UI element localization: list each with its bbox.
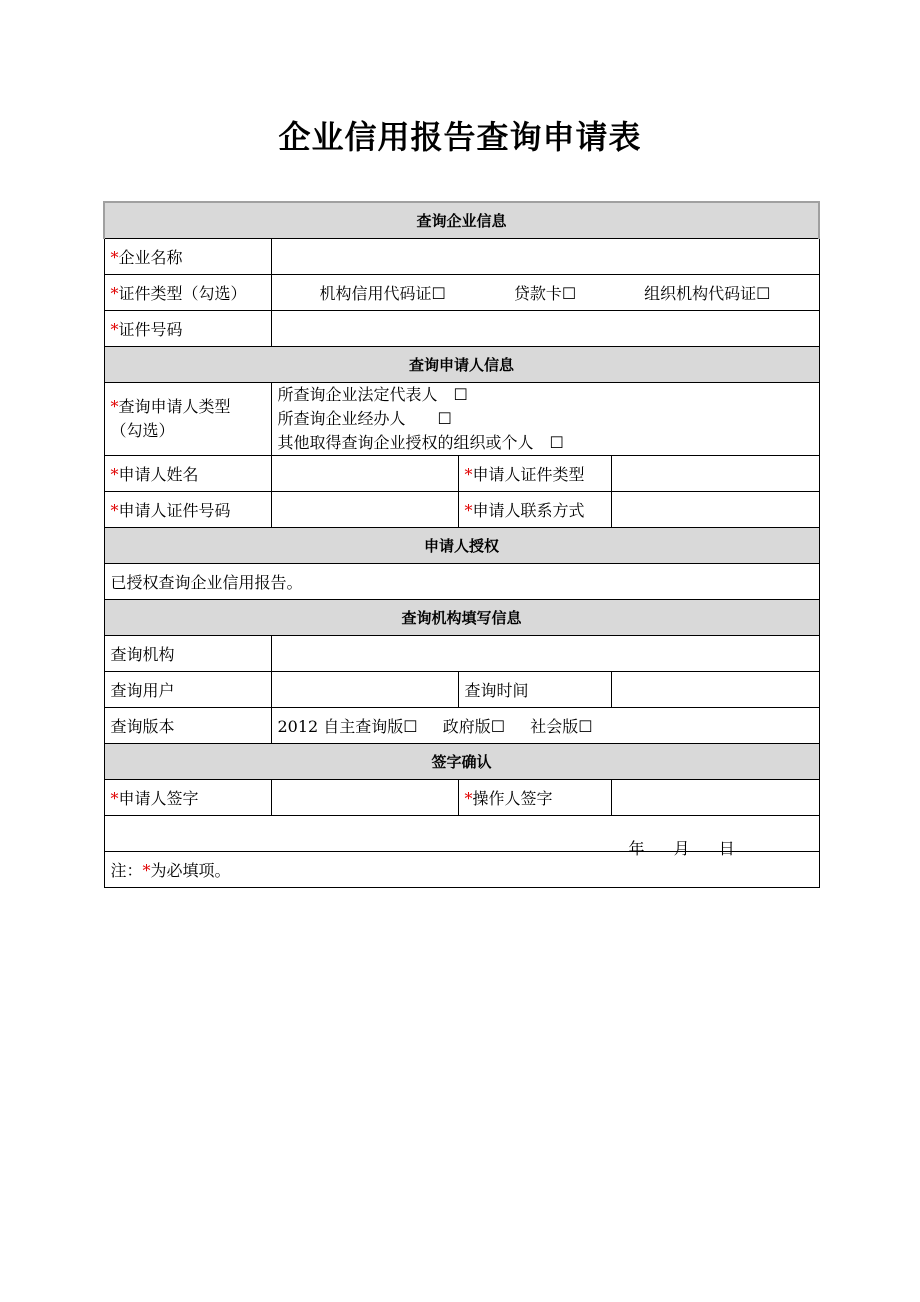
section-header-enterprise: 查询企业信息 — [104, 202, 819, 239]
authorization-text: 已授权查询企业信用报告。 — [104, 564, 819, 600]
required-mark: * — [464, 501, 473, 520]
enterprise-cert-type-label: *证件类型（勾选） — [104, 275, 271, 311]
institution-org-label: 查询机构 — [104, 636, 271, 672]
applicant-signature-field[interactable] — [271, 780, 458, 816]
section-header-authorization: 申请人授权 — [104, 528, 819, 564]
institution-user-field[interactable] — [271, 672, 458, 708]
enterprise-name-row — [104, 239, 819, 275]
signature-date — [629, 836, 759, 859]
version-option-self-query[interactable]: 2012 自主查询版☐ — [277, 717, 418, 736]
date-year-label: 年 — [628, 839, 645, 858]
institution-version-label: 查询版本 — [104, 708, 271, 744]
applicant-cert-no-row — [104, 492, 819, 528]
required-mark: * — [464, 789, 473, 808]
date-row — [104, 816, 819, 852]
applicant-contact-field[interactable] — [611, 492, 819, 528]
required-mark: * — [110, 248, 119, 267]
applicant-signature-label: *申请人签字 — [104, 780, 271, 816]
cert-option-org-code[interactable]: 组织机构代码证☐ — [644, 284, 771, 303]
applicant-cert-type-field[interactable] — [611, 456, 819, 492]
application-form-table — [103, 201, 820, 888]
section-header-applicant: 查询申请人信息 — [104, 347, 819, 383]
section-header-signature: 签字确认 — [104, 744, 819, 780]
enterprise-name-label: *企业名称 — [104, 239, 271, 275]
required-note: 注：*为必填项。 — [104, 852, 819, 888]
applicant-cert-no-label: *申请人证件号码 — [104, 492, 271, 528]
enterprise-cert-type-options — [271, 275, 819, 311]
required-mark: * — [110, 320, 119, 339]
version-option-social[interactable]: 社会版☐ — [530, 717, 593, 736]
institution-user-row — [104, 672, 819, 708]
institution-org-row — [104, 636, 819, 672]
applicant-type-row — [104, 383, 819, 456]
required-mark: * — [110, 465, 119, 484]
applicant-type-option-legal-rep[interactable]: 所查询企业法定代表人 ☐ — [277, 385, 468, 404]
cert-option-credit-code[interactable]: 机构信用代码证☐ — [319, 284, 446, 303]
required-mark: * — [110, 284, 119, 303]
institution-user-label: 查询用户 — [104, 672, 271, 708]
institution-version-row — [104, 708, 819, 744]
applicant-type-label: *查询申请人类型 （勾选） — [104, 383, 271, 456]
section-header-institution: 查询机构填写信息 — [104, 600, 819, 636]
date-day-label: 日 — [718, 839, 735, 858]
required-mark: * — [110, 397, 119, 416]
enterprise-cert-no-field[interactable] — [271, 311, 819, 347]
required-mark: * — [142, 861, 151, 880]
enterprise-cert-no-label: *证件号码 — [104, 311, 271, 347]
signature-row — [104, 780, 819, 816]
required-mark: * — [110, 789, 119, 808]
authorization-row — [104, 564, 819, 600]
applicant-contact-label: *申请人联系方式 — [458, 492, 611, 528]
institution-time-field[interactable] — [611, 672, 819, 708]
cert-option-loan-card[interactable]: 贷款卡☐ — [513, 284, 577, 303]
applicant-name-field[interactable] — [271, 456, 458, 492]
applicant-cert-type-label: *申请人证件类型 — [458, 456, 611, 492]
required-mark: * — [464, 465, 473, 484]
applicant-cert-no-field[interactable] — [271, 492, 458, 528]
enterprise-cert-no-row — [104, 311, 819, 347]
operator-signature-label: *操作人签字 — [458, 780, 611, 816]
applicant-type-option-other[interactable]: 其他取得查询企业授权的组织或个人 ☐ — [277, 433, 564, 452]
form-title: 企业信用报告查询申请表 — [278, 118, 642, 156]
institution-version-options — [271, 708, 819, 744]
date-cell[interactable] — [104, 816, 819, 858]
institution-time-label: 查询时间 — [458, 672, 611, 708]
version-option-government[interactable]: 政府版☐ — [442, 717, 506, 736]
applicant-name-row — [104, 456, 819, 492]
applicant-name-label: *申请人姓名 — [104, 456, 271, 492]
institution-org-field[interactable] — [271, 636, 819, 672]
required-mark: * — [110, 501, 119, 520]
applicant-type-option-agent[interactable]: 所查询企业经办人 ☐ — [277, 409, 452, 428]
enterprise-cert-type-row — [104, 275, 819, 311]
operator-signature-field[interactable] — [611, 780, 819, 816]
date-month-label: 月 — [673, 839, 690, 858]
enterprise-name-field[interactable] — [271, 239, 819, 275]
applicant-type-options — [271, 383, 819, 456]
